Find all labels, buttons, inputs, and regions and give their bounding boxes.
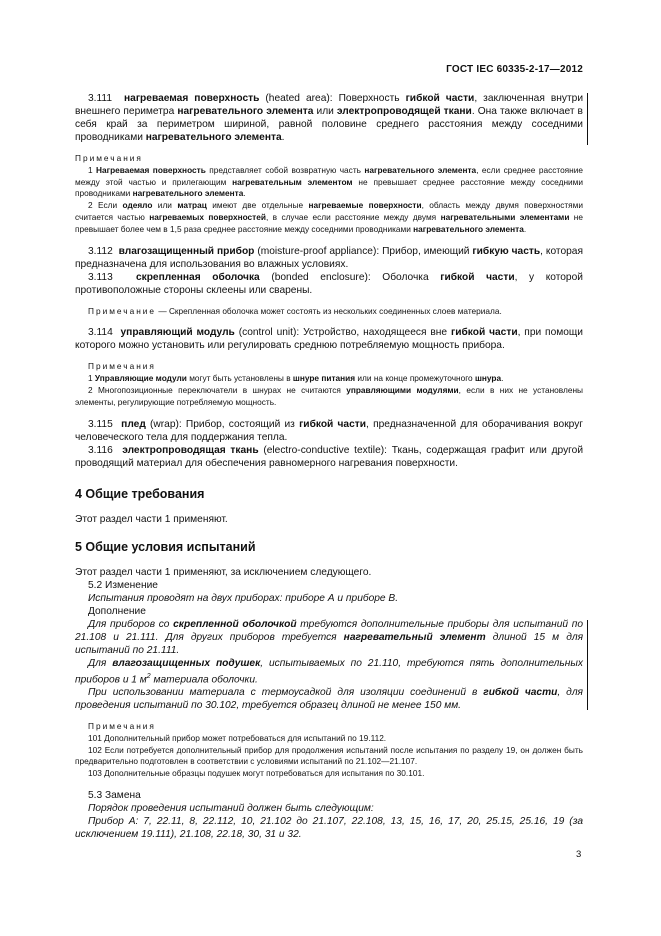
- standard-header: ГОСТ IEC 60335-2-17—2012: [446, 64, 583, 75]
- addition-paragraph-1: Для приборов со скрепленной оболочкой требуются дополнительные приборы для испытаний по 21.108 и 21.111. Для других приборов требуется нагревательный элемент длиной 15 м для испытаний по 21.111.: [75, 618, 584, 656]
- clause-5-3-text: Порядок проведения испытаний должен быть следующим:: [88, 802, 374, 814]
- section-4-title: 4 Общие требования: [75, 486, 205, 501]
- note-1: 1 Управляющие модули могут быть установлены в шнуре питания или на конце промежуточного шнура.: [88, 373, 504, 384]
- note-1: 1 Нагреваемая поверхность представляет собой возвратную часть нагревательного элемента, если среднее расстояние между этой частью и прилегающим нагревательным элементом не превышает среднее расстояние между соседними проводниками нагревательного элемента.: [75, 164, 584, 199]
- note-103: 103 Дополнительные образцы подушек могут потребоваться для испытания по 30.101.: [88, 768, 425, 779]
- definition-3-111: 3.111 нагреваемая поверхность (heated area): Поверхность гибкой части, заключенная внутри внешнего периметра нагревательного элемента или электропроводящей ткани. Она также включает в себя край за периметром шириной, равной половине среднего расстояния между соседними проводниками нагревательного элемента.: [75, 93, 584, 143]
- definition-3-114: 3.114 управляющий модуль (control unit): Устройство, находящееся вне гибкой части, при помощи которого можно установить или регулировать среднюю потребляемую мощность прибора.: [75, 327, 583, 352]
- note-3-113: Примечание — Скрепленная оболочка может состоять из нескольких соединенных слоев материала.: [88, 305, 502, 316]
- note-101: 101 Дополнительный прибор может потребоваться для испытаний по 19.112.: [88, 732, 387, 743]
- clause-5-2-text: Испытания проводят на двух приборах: приборе А и приборе В.: [88, 592, 399, 604]
- clause-5-3: 5.3 Замена: [88, 789, 141, 801]
- definition-3-116: 3.116 электропроводящая ткань (electro-conductive textile): Ткань, содержащая графит или другой проводящий материал для обеспечения равномерного нагревания поверхности.: [75, 444, 584, 469]
- section-5-text: Этот раздел части 1 применяют, за исключением следующего.: [75, 566, 372, 578]
- addition-heading: Дополнение: [88, 605, 146, 617]
- section-4-text: Этот раздел части 1 применяют.: [75, 513, 228, 525]
- definition-3-113: 3.113 скрепленная оболочка (bonded enclosure): Оболочка гибкой части, у которой противоположные стороны склеены или сварены.: [75, 271, 583, 296]
- page-number: 3: [576, 849, 582, 860]
- document-body: [75, 92, 583, 841]
- notes-heading: Примечания: [75, 153, 143, 163]
- note-102: 102 Если потребуется дополнительный прибор для продолжения испытаний после испытания по разделу 19, он должен быть предварительно подготовлен в соответствии с условиями испытаний по 21.102—21.107.: [75, 744, 583, 767]
- note-2: 2 Если одеяло или матрац имеют две отдельные нагреваемые поверхности, область между двумя поверхностями считается частью нагреваемых поверхностей, в случае если расстояние между двумя нагревательными элементами не превышает более чем в 1,5 раза среднее расстояние между соседними проводниками нагревательного элемента.: [75, 200, 584, 234]
- addition-paragraph-2: Для влагозащищенных подушек, испытываемых по 21.110, требуются пять дополнительных приборов и 1 $м^2$ материала оболочки.: [75, 657, 583, 685]
- definition-3-112: 3.112 влагозащищенный прибор (moisture-proof appliance): Прибор, имеющий гибкую часть, которая предназначена для использования во влажных условиях.: [75, 245, 583, 270]
- test-sequence: Прибор А: 7, 22.11, 8, 22.112, 10, 21.102 до 21.107, 22.108, 13, 15, 16, 17, 20, 25.15, 25.16, 19 (за исключением 19.111), 21.108, 22.18, 30, 31 и 32.: [75, 815, 583, 840]
- notes-heading: Примечания: [88, 720, 156, 731]
- change-bar: [587, 620, 588, 710]
- section-5-title: 5 Общие условия испытаний: [75, 539, 256, 554]
- notes-heading: Примечания: [88, 361, 156, 372]
- change-bar: [587, 93, 588, 145]
- note-2: 2 Многопозиционные переключатели в шнурах не считаются управляющими модулями, если в них не установлены элементы, регулирующие потребляемую мощность.: [75, 384, 583, 407]
- addition-paragraph-3: При использовании материала с термоусадкой для изоляции соединений в гибкой части, для проведения испытаний по 30.102, требуется образец длиной не менее 150 мм.: [75, 686, 584, 711]
- definition-3-115: 3.115 плед (wrap): Прибор, состоящий из гибкой части, предназначенной для оборачивания вокруг человеческого тела для поддержания тепла.: [75, 418, 584, 443]
- clause-5-2: 5.2 Изменение: [88, 579, 158, 591]
